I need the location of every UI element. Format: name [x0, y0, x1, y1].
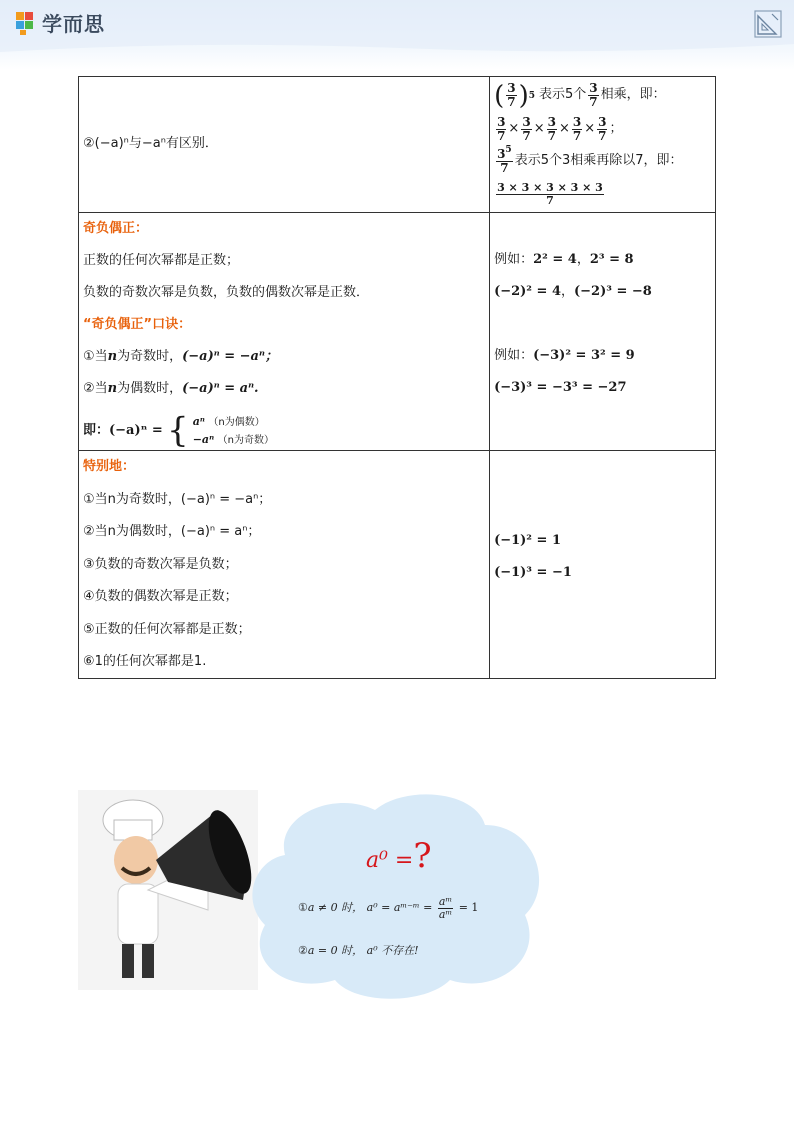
- row3-item: ④负数的偶数次幂是正数；: [83, 589, 238, 604]
- fraction-3pow5-over-7: $\frac{3^5}{7}$: [497, 145, 512, 175]
- fraction-3-7-inline: $\frac{3}{7}$: [589, 81, 598, 109]
- cloud-title: [366, 836, 432, 876]
- row3-item: ③负数的奇数次幂是负数；: [83, 556, 238, 572]
- table-row: [79, 77, 716, 213]
- header-wave-decoration: [0, 0, 794, 70]
- brand-name: 学而思: [42, 12, 105, 36]
- row3-left-cell: [79, 451, 490, 679]
- example-line-2: (−2)² = 4，(−2)³ = −8: [494, 283, 652, 299]
- row2-rule2: ②当n为偶数时，(−a)ⁿ = aⁿ.: [83, 381, 259, 396]
- cloud-title-formula: a⁰ =: [366, 848, 414, 873]
- row1-line1: ( $\frac{3}{7}$ ) 5 表示5个 $\frac{3}{7}$ 相乘，即：: [494, 80, 666, 111]
- table-row: [79, 451, 716, 679]
- row3-item: ①当n为奇数时，(−a)ⁿ = −aⁿ；: [83, 491, 272, 507]
- fraction: $\frac{3}{7}$: [522, 115, 531, 143]
- exponent-rules-table: [78, 76, 716, 679]
- row2-rule1: ①当n为奇数时，(−a)ⁿ = −aⁿ；: [83, 349, 278, 364]
- chef-megaphone-illustration: [78, 790, 258, 990]
- right-paren: ): [518, 80, 529, 111]
- row2-heading: 奇负偶正：: [83, 221, 149, 236]
- long-fraction: $\frac{3 \times 3 \times 3 \times 3 \times 3}{7}$: [497, 181, 603, 207]
- cloud-bubble: [245, 785, 550, 1000]
- fraction: $\frac{3}{7}$: [547, 115, 556, 143]
- row1-long-fraction-line: [494, 178, 711, 212]
- ruler-triangle-icon: [754, 10, 782, 38]
- row3-item: ②当n为偶数时，(−a)ⁿ = aⁿ；: [83, 524, 261, 539]
- row2-mnemonic: “奇负偶正”口诀：: [83, 317, 192, 332]
- row1-product-line: $\frac{3}{7}$ × $\frac{3}{7}$ × $\frac{3}{7}$ × $\frac{3}{7}$ × $\frac{3}{7}$ ；: [497, 115, 623, 143]
- example-line-3: 例如：(−3)² = 3² = 9: [494, 347, 635, 363]
- question-mark: ?: [413, 836, 432, 876]
- fraction: $\frac{3}{7}$: [572, 115, 582, 143]
- piecewise-cases: aⁿ （n为偶数） −aⁿ （n为奇数）: [192, 415, 274, 446]
- example-line-4: (−3)³ = −3³ = −27: [494, 379, 627, 395]
- cloud-line-1: ①a ≠ 0 时， a⁰ = aᵐ⁻ᵐ = $\frac{\text{aᵐ}}{\text{aᵐ}}$ = 1: [298, 895, 479, 921]
- row2-left-cell: [79, 213, 490, 451]
- fraction: $\frac{3}{7}$: [598, 115, 607, 143]
- table-row: [79, 213, 716, 451]
- row1-left-text: ②(−a)ⁿ与−aⁿ有区别．: [83, 136, 218, 152]
- row2-summary: [83, 410, 485, 451]
- row1-line1-text: 表示5个: [539, 87, 587, 103]
- brand-logo: [14, 8, 105, 37]
- example-line-1: 例如：2² = 4，2³ = 8: [494, 251, 634, 267]
- row3-heading: 特别地：: [83, 459, 136, 474]
- left-paren: (: [494, 80, 505, 111]
- row2-line1: 正数的任何次幂都是正数；: [83, 253, 240, 268]
- row1-right-cell: [490, 77, 716, 213]
- row1-line3: [494, 146, 711, 178]
- row3-right-cell: [490, 451, 716, 679]
- fraction: $\frac{3}{7}$: [497, 115, 506, 143]
- row2-line2: 负数的奇数次幂是负数，负数的偶数次幂是正数．: [83, 285, 370, 300]
- colored-squares-icon: [14, 10, 38, 36]
- special-example-1: (−1)² = 1: [494, 532, 561, 548]
- summary-prefix: 即：(−a)ⁿ =: [83, 423, 163, 438]
- row3-item: ⑤正数的任何次幂都是正数；: [83, 621, 251, 637]
- left-brace: {: [166, 410, 189, 451]
- row1-line3-text: 表示5个3相乘再除以7，即：: [514, 153, 683, 169]
- row1-line1-end: 相乘，即：: [600, 87, 666, 103]
- special-example-2: (−1)³ = −1: [494, 564, 572, 580]
- row3-item: ⑥1的任何次幂都是1.: [83, 654, 207, 669]
- fraction-3-7: $\frac{3}{7}$: [507, 81, 516, 109]
- cloud-fraction: $\frac{\text{aᵐ}}{\text{aᵐ}}$: [438, 895, 453, 921]
- row1-left-cell: [79, 77, 490, 213]
- cloud-line-2: ②a = 0 时， a⁰ 不存在!: [298, 944, 419, 957]
- row2-right-cell: [490, 213, 716, 451]
